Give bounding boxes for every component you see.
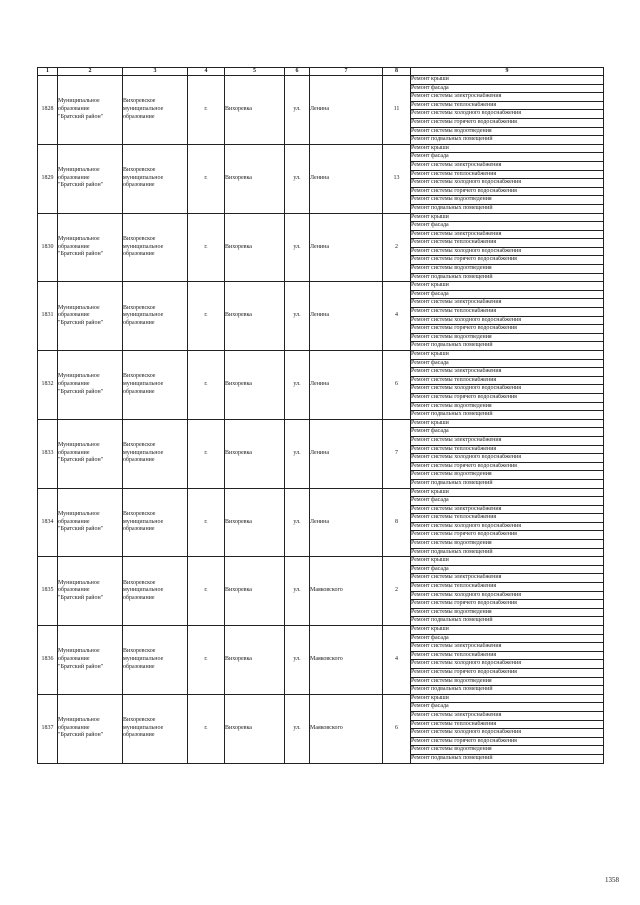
locality-cell-text: Вихоревка [225,724,252,731]
work-type-cell: Ремонт системы электроснабжения [411,505,604,514]
street-type-cell-text: ул. [293,312,301,319]
street-cell-text: Ленина [310,174,329,181]
house-number-cell [383,282,411,351]
settlement-cell [123,488,188,557]
work-type-cell: Ремонт системы водоотведения [411,608,604,617]
street-cell-text: Маяковского [310,724,343,731]
settlement-cell-text: Вихоревское муниципальное образование [123,304,164,326]
work-type-cell: Ремонт системы теплоснабжения [411,308,604,317]
work-type-cell: Ремонт системы холодного водоснабжения [411,591,604,600]
work-type-cell: Ремонт подвальных помещений [411,342,604,351]
locality-cell [225,76,285,145]
entry-number-text: 1833 [41,449,54,456]
table-body [38,76,604,764]
locality-cell [225,557,285,626]
work-type-cell: Ремонт подвальных помещений [411,686,604,695]
work-type-cell: Ремонт подвальных помещений [411,136,604,145]
work-type-cell: Ремонт системы холодного водоснабжения [411,179,604,188]
entry-number-text: 1835 [41,587,54,594]
entry-number [38,488,58,557]
locality-type-cell-text: г. [204,106,208,113]
table-row [38,694,604,703]
entry-number [38,626,58,695]
settlement-cell [123,419,188,488]
work-type-cell: Ремонт крыши [411,419,604,428]
municipality-cell-text: Муниципальное образование "Братский район" [58,648,104,670]
work-type-cell: Ремонт фасада [411,359,604,368]
entry-number [38,282,58,351]
street-type-cell [285,694,310,763]
settlement-cell-text: Вихоревское муниципальное образование [123,442,164,464]
street-cell-text: Ленина [310,312,329,319]
street-cell [310,626,383,695]
entry-number [38,557,58,626]
locality-cell-text: Вихоревка [225,381,252,388]
page-number: 1358 [605,876,619,884]
work-type-cell: Ремонт подвальных помещений [411,548,604,557]
work-type-cell: Ремонт системы теплоснабжения [411,376,604,385]
work-type-cell: Ремонт фасада [411,153,604,162]
locality-cell-text: Вихоревка [225,174,252,181]
work-type-cell: Ремонт системы горячего водоснабжения [411,393,604,402]
work-type-cell: Ремонт подвальных помещений [411,754,604,763]
street-cell-text: Ленина [310,381,329,388]
settlement-cell [123,694,188,763]
repair-register-table [37,67,604,764]
street-type-cell [285,144,310,213]
work-type-cell: Ремонт системы холодного водоснабжения [411,522,604,531]
locality-type-cell-text: г. [204,518,208,525]
locality-type-cell-text: г. [204,381,208,388]
work-type-cell: Ремонт системы холодного водоснабжения [411,729,604,738]
locality-type-cell [188,419,225,488]
locality-type-cell-text: г. [204,174,208,181]
street-type-cell-text: ул. [293,381,301,388]
work-type-cell: Ремонт системы электроснабжения [411,574,604,583]
municipality-cell [58,351,123,420]
settlement-cell-text: Вихоревское муниципальное образование [123,579,164,601]
work-type-cell: Ремонт системы электроснабжения [411,93,604,102]
table-row [38,144,604,153]
house-number-cell [383,144,411,213]
municipality-cell-text: Муниципальное образование "Братский район" [58,167,104,189]
work-type-cell: Ремонт системы теплоснабжения [411,101,604,110]
street-type-cell [285,282,310,351]
work-type-cell: Ремонт системы водоотведения [411,333,604,342]
locality-cell-text: Вихоревка [225,656,252,663]
entry-number [38,694,58,763]
work-type-cell: Ремонт системы теплоснабжения [411,583,604,592]
work-type-cell: Ремонт системы водоотведения [411,540,604,549]
work-type-cell: Ремонт системы теплоснабжения [411,445,604,454]
locality-cell [225,144,285,213]
street-cell-text: Ленина [310,518,329,525]
settlement-cell [123,282,188,351]
street-cell [310,419,383,488]
work-type-cell: Ремонт системы электроснабжения [411,436,604,445]
municipality-cell-text: Муниципальное образование "Братский район" [58,510,104,533]
house-number-cell [383,488,411,557]
municipality-cell [58,419,123,488]
street-type-cell [285,419,310,488]
locality-type-cell-text: г. [204,449,208,456]
work-type-cell: Ремонт фасада [411,428,604,437]
street-type-cell-text: ул. [293,656,301,663]
col-header-7: 7 [310,68,383,76]
street-cell [310,144,383,213]
house-number-cell [383,626,411,695]
municipality-cell [58,76,123,145]
locality-type-cell-text: г. [204,587,208,594]
locality-cell-text: Вихоревка [225,106,252,113]
work-type-cell: Ремонт фасада [411,565,604,574]
entry-number-text: 1828 [41,106,54,113]
entry-number-text: 1834 [41,518,54,525]
entry-number-text: 1836 [41,656,54,663]
entry-number [38,76,58,145]
work-type-cell: Ремонт крыши [411,557,604,566]
settlement-cell-text: Вихоревское муниципальное образование [123,510,164,533]
house-number-cell-text: 7 [395,449,398,456]
street-cell-text: Ленина [310,106,329,113]
work-type-cell: Ремонт системы горячего водоснабжения [411,118,604,127]
table-row [38,213,604,222]
municipality-cell-text: Муниципальное образование "Братский район" [58,717,104,739]
municipality-cell [58,488,123,557]
locality-cell [225,213,285,282]
municipality-cell-text: Муниципальное образование "Братский район" [58,304,104,326]
work-type-cell: Ремонт фасада [411,290,604,299]
work-type-cell: Ремонт системы водоотведения [411,746,604,755]
locality-type-cell-text: г. [204,656,208,663]
work-type-cell: Ремонт системы электроснабжения [411,368,604,377]
col-header-8: 8 [383,68,411,76]
col-header-3: 3 [123,68,188,76]
municipality-cell [58,282,123,351]
house-number-cell-text: 6 [395,724,398,731]
work-type-cell: Ремонт системы горячего водоснабжения [411,737,604,746]
table-row [38,419,604,428]
locality-cell-text: Вихоревка [225,243,252,250]
locality-type-cell [188,351,225,420]
work-type-cell: Ремонт подвальных помещений [411,204,604,213]
house-number-cell-text: 11 [393,106,400,113]
locality-type-cell [188,144,225,213]
street-type-cell-text: ул. [293,518,301,525]
street-cell [310,488,383,557]
municipality-cell-text: Муниципальное образование "Братский район" [58,579,104,601]
locality-type-cell [188,557,225,626]
street-type-cell [285,351,310,420]
street-type-cell-text: ул. [293,174,301,181]
work-type-cell: Ремонт системы электроснабжения [411,230,604,239]
settlement-cell-text: Вихоревское муниципальное образование [123,167,164,189]
work-type-cell: Ремонт крыши [411,76,604,85]
settlement-cell-text: Вихоревское муниципальное образование [123,98,164,120]
work-type-cell: Ремонт системы холодного водоснабжения [411,110,604,119]
work-type-cell: Ремонт системы горячего водоснабжения [411,531,604,540]
locality-type-cell-text: г. [204,312,208,319]
settlement-cell [123,557,188,626]
work-type-cell: Ремонт системы водоотведения [411,677,604,686]
work-type-cell: Ремонт фасада [411,497,604,506]
work-type-cell: Ремонт системы теплоснабжения [411,720,604,729]
work-type-cell: Ремонт крыши [411,694,604,703]
locality-cell [225,626,285,695]
work-type-cell: Ремонт системы горячего водоснабжения [411,256,604,265]
locality-type-cell [188,694,225,763]
house-number-cell-text: 6 [395,381,398,388]
table-row [38,626,604,635]
locality-cell-text: Вихоревка [225,587,252,594]
work-type-cell: Ремонт крыши [411,626,604,635]
work-type-cell: Ремонт подвальных помещений [411,617,604,626]
col-header-5: 5 [225,68,285,76]
street-type-cell-text: ул. [293,724,301,731]
locality-cell-text: Вихоревка [225,312,252,319]
locality-type-cell-text: г. [204,243,208,250]
municipality-cell [58,144,123,213]
work-type-cell: Ремонт крыши [411,282,604,291]
work-type-cell: Ремонт подвальных помещений [411,411,604,420]
work-type-cell: Ремонт крыши [411,351,604,360]
col-header-1: 1 [38,68,58,76]
locality-type-cell [188,626,225,695]
locality-cell [225,488,285,557]
entry-number-text: 1832 [41,381,54,388]
entry-number [38,351,58,420]
table-row [38,76,604,85]
settlement-cell-text: Вихоревское муниципальное образование [123,717,164,739]
entry-number [38,419,58,488]
house-number-cell-text: 4 [395,656,398,663]
house-number-cell [383,213,411,282]
street-type-cell-text: ул. [293,449,301,456]
col-header-4: 4 [188,68,225,76]
work-type-cell: Ремонт системы горячего водоснабжения [411,325,604,334]
locality-type-cell-text: г. [204,724,208,731]
house-number-cell-text: 2 [395,243,398,250]
work-type-cell: Ремонт системы холодного водоснабжения [411,660,604,669]
house-number-cell-text: 4 [395,312,398,319]
work-type-cell: Ремонт системы теплоснабжения [411,514,604,523]
locality-cell [225,282,285,351]
work-type-cell: Ремонт системы электроснабжения [411,643,604,652]
work-type-cell: Ремонт системы горячего водоснабжения [411,668,604,677]
entry-number-text: 1837 [41,724,54,731]
locality-type-cell [188,76,225,145]
locality-cell-text: Вихоревка [225,518,252,525]
work-type-cell: Ремонт подвальных помещений [411,479,604,488]
municipality-cell-text: Муниципальное образование "Братский район" [58,442,104,464]
municipality-cell-text: Муниципальное образование "Братский район" [58,98,104,120]
street-cell [310,694,383,763]
locality-cell [225,419,285,488]
street-type-cell-text: ул. [293,106,301,113]
work-type-cell: Ремонт системы электроснабжения [411,299,604,308]
work-type-cell: Ремонт системы водоотведения [411,471,604,480]
street-type-cell [285,626,310,695]
work-type-cell: Ремонт системы холодного водоснабжения [411,454,604,463]
work-type-cell: Ремонт системы горячего водоснабжения [411,600,604,609]
work-type-cell: Ремонт системы теплоснабжения [411,651,604,660]
entry-number [38,144,58,213]
street-cell [310,351,383,420]
house-number-cell-text: 13 [393,174,400,181]
locality-type-cell [188,488,225,557]
municipality-cell [58,213,123,282]
table-header [38,68,604,76]
settlement-cell [123,213,188,282]
settlement-cell [123,144,188,213]
col-header-9: 9 [411,68,604,76]
entry-number-text: 1829 [41,174,54,181]
work-type-cell: Ремонт системы холодного водоснабжения [411,316,604,325]
house-number-cell-text: 2 [395,587,398,594]
house-number-cell [383,76,411,145]
street-cell-text: Ленина [310,243,329,250]
work-type-cell: Ремонт системы горячего водоснабжения [411,187,604,196]
street-cell [310,282,383,351]
street-type-cell [285,76,310,145]
street-cell-text: Маяковского [310,656,343,663]
work-type-cell: Ремонт системы водоотведения [411,196,604,205]
work-type-cell: Ремонт фасада [411,634,604,643]
municipality-cell [58,557,123,626]
entry-number-text: 1830 [41,243,54,250]
work-type-cell: Ремонт фасада [411,222,604,231]
work-type-cell: Ремонт подвальных помещений [411,273,604,282]
work-type-cell: Ремонт системы водоотведения [411,265,604,274]
entry-number-text: 1831 [41,312,54,319]
house-number-cell [383,557,411,626]
work-type-cell: Ремонт системы электроснабжения [411,161,604,170]
work-type-cell: Ремонт системы холодного водоснабжения [411,385,604,394]
street-cell [310,557,383,626]
locality-cell [225,351,285,420]
street-type-cell [285,213,310,282]
municipality-cell-text: Муниципальное образование "Братский район" [58,373,104,395]
settlement-cell-text: Вихоревское муниципальное образование [123,235,164,258]
municipality-cell [58,694,123,763]
work-type-cell: Ремонт системы водоотведения [411,127,604,136]
work-type-cell: Ремонт фасада [411,84,604,93]
locality-cell-text: Вихоревка [225,449,252,456]
work-type-cell: Ремонт системы электроснабжения [411,711,604,720]
municipality-cell [58,626,123,695]
work-type-cell: Ремонт крыши [411,488,604,497]
work-type-cell: Ремонт системы теплоснабжения [411,239,604,248]
house-number-cell [383,351,411,420]
work-type-cell: Ремонт крыши [411,144,604,153]
entry-number [38,213,58,282]
table-row [38,282,604,291]
settlement-cell [123,351,188,420]
street-type-cell-text: ул. [293,587,301,594]
street-type-cell-text: ул. [293,243,301,250]
street-cell [310,76,383,145]
street-cell-text: Маяковского [310,587,343,594]
locality-type-cell [188,213,225,282]
settlement-cell [123,626,188,695]
col-header-2: 2 [58,68,123,76]
col-header-6: 6 [285,68,310,76]
house-number-cell-text: 8 [395,518,398,525]
municipality-cell-text: Муниципальное образование "Братский район" [58,235,104,258]
street-type-cell [285,557,310,626]
house-number-cell [383,694,411,763]
street-cell-text: Ленина [310,449,329,456]
locality-cell [225,694,285,763]
work-type-cell: Ремонт системы водоотведения [411,402,604,411]
settlement-cell-text: Вихоревское муниципальное образование [123,648,164,670]
house-number-cell [383,419,411,488]
work-type-cell: Ремонт системы теплоснабжения [411,170,604,179]
work-type-cell: Ремонт фасада [411,703,604,712]
table-row [38,488,604,497]
street-type-cell [285,488,310,557]
settlement-cell-text: Вихоревское муниципальное образование [123,373,164,395]
table-row [38,351,604,360]
settlement-cell [123,76,188,145]
work-type-cell: Ремонт системы холодного водоснабжения [411,247,604,256]
street-cell [310,213,383,282]
table-row [38,557,604,566]
work-type-cell: Ремонт крыши [411,213,604,222]
locality-type-cell [188,282,225,351]
work-type-cell: Ремонт системы горячего водоснабжения [411,462,604,471]
